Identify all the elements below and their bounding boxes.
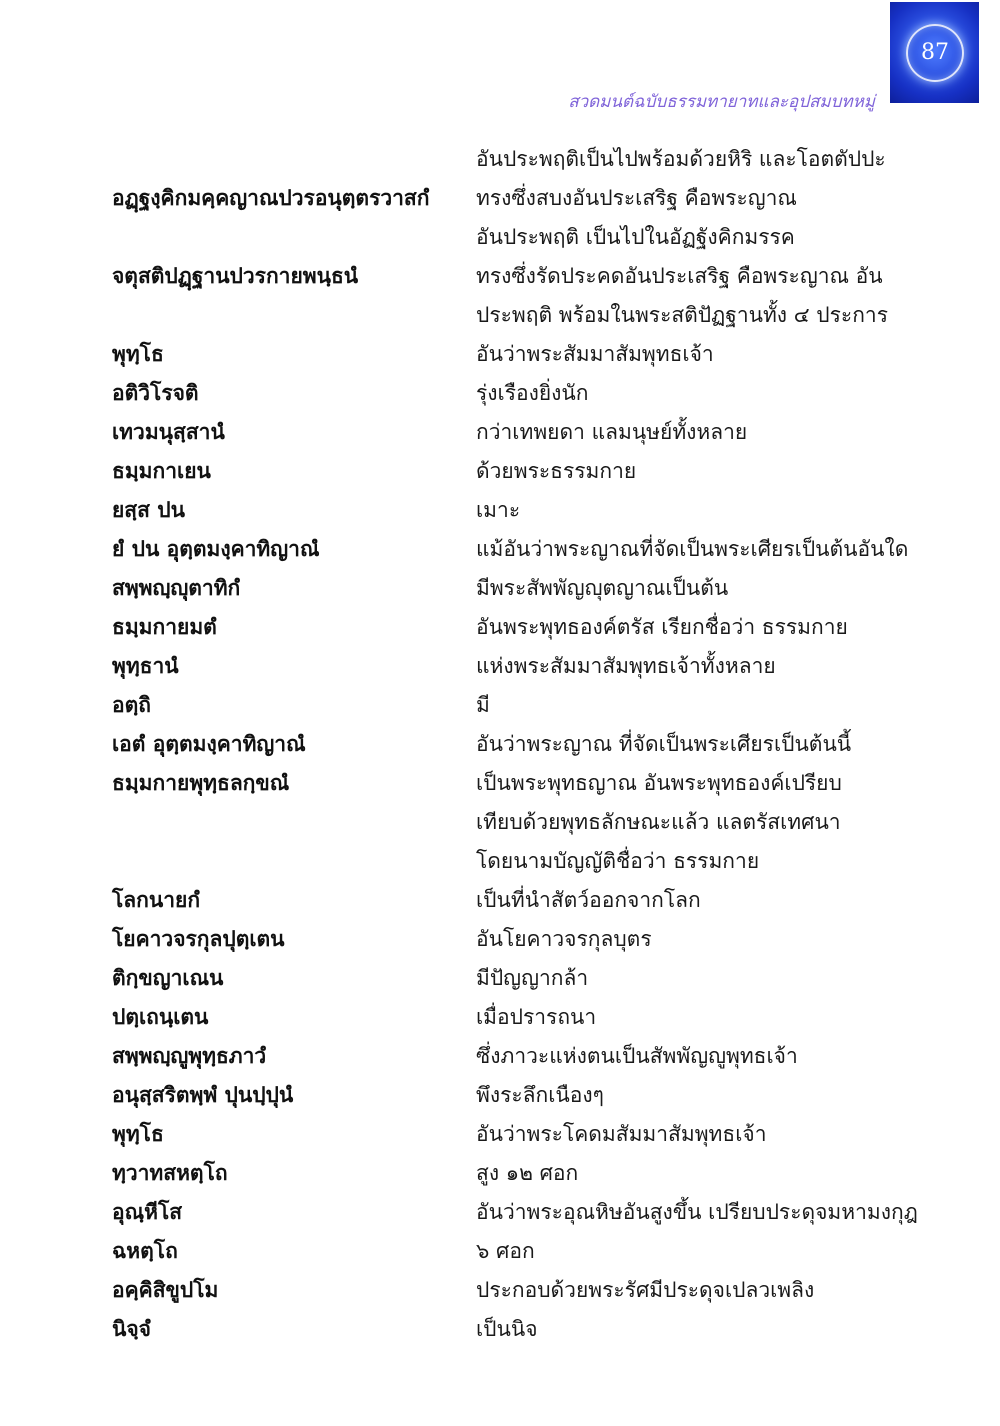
translation-line: พึงระลึกเนืองๆ xyxy=(476,1083,604,1107)
thai-translation xyxy=(476,686,912,725)
translation-line: โดยนามบัญญัติชื่อว่า ธรรมกาย xyxy=(476,849,760,873)
pali-term: สพฺพญฺญุตาทิกํ xyxy=(112,576,241,600)
glossary-entry xyxy=(112,1115,912,1154)
pali-term: จตุสติปฏฺฐานปวรกายพนฺธนํ xyxy=(112,264,359,288)
thai-translation xyxy=(476,569,912,608)
pali-term: อุณฺหีโส xyxy=(112,1200,183,1224)
glossary-entry xyxy=(112,608,912,647)
thai-translation xyxy=(476,140,912,179)
thai-translation xyxy=(476,1310,912,1349)
translation-line: รุ่งเรืองยิ่งนัก xyxy=(476,381,589,405)
glossary-entry xyxy=(112,1193,918,1232)
pali-term: โลกนายกํ xyxy=(112,888,201,912)
running-header: สวดมนต์ฉบับธรรมทายาทและอุปสมบทหมู่ xyxy=(568,92,875,112)
glossary-entry xyxy=(112,1076,912,1115)
thai-translation xyxy=(476,920,912,959)
thai-translation xyxy=(476,998,912,1037)
thai-translation xyxy=(476,179,912,257)
translation-line: อันว่าพระสัมมาสัมพุทธเจ้า xyxy=(476,342,714,366)
translation-line: เมื่อปรารถนา xyxy=(476,1005,597,1029)
pali-term: ธมฺมกาเยน xyxy=(112,459,211,483)
glossary-entry xyxy=(112,686,912,725)
translation-line: อันว่าพระอุณหิษอันสูงขึ้น เปรียบประดุจมหามงกุฎ xyxy=(476,1200,918,1224)
thai-translation xyxy=(476,1076,912,1115)
glossary-entry xyxy=(112,140,912,179)
pali-term: ปตฺเถนฺเตน xyxy=(112,1005,209,1029)
pali-term: พุทฺโธ xyxy=(112,342,164,366)
glossary-entry xyxy=(112,998,912,1037)
pali-term: สพฺพญฺญูพุทฺธภาวํ xyxy=(112,1044,267,1068)
translation-line: เป็นนิจ xyxy=(476,1317,538,1341)
translation-line: ประกอบด้วยพระรัศมีประดุจเปลวเพลิง xyxy=(476,1278,815,1302)
translation-line: แห่งพระสัมมาสัมพุทธเจ้าทั้งหลาย xyxy=(476,654,776,678)
translation-line: เป็นพระพุทธญาณ อันพระพุทธองค์เปรียบ xyxy=(476,771,842,795)
translation-line: สูง ๑๒ ศอก xyxy=(476,1161,579,1185)
translation-line: ประพฤติ พร้อมในพระสติปัฏฐานทั้ง ๔ ประการ xyxy=(476,303,888,327)
thai-translation xyxy=(476,725,912,764)
thai-translation xyxy=(476,335,912,374)
thai-translation xyxy=(476,881,912,920)
pali-term: เอตํ อุตฺตมงฺคาทิญาณํ xyxy=(112,732,306,756)
glossary-entry xyxy=(112,881,912,920)
translation-line: ด้วยพระธรรมกาย xyxy=(476,459,637,483)
glossary-entry xyxy=(112,1310,912,1349)
thai-translation xyxy=(476,608,912,647)
glossary-entry xyxy=(112,959,912,998)
glossary-entry xyxy=(112,725,912,764)
glossary-entry xyxy=(112,647,912,686)
pali-term: ฉหตฺโถ xyxy=(112,1239,178,1263)
thai-translation xyxy=(476,647,912,686)
thai-translation xyxy=(476,1271,912,1310)
translation-line: อันพระพุทธองค์ตรัส เรียกชื่อว่า ธรรมกาย xyxy=(476,615,848,639)
translation-line: เทียบด้วยพุทธลักษณะแล้ว แลตรัสเทศนา xyxy=(476,810,841,834)
glossary-entry xyxy=(112,413,912,452)
pali-term: ธมฺมกายพุทฺธลกฺขณํ xyxy=(112,771,290,795)
glossary-list xyxy=(112,140,918,1349)
thai-translation xyxy=(476,1154,912,1193)
translation-line: อันประพฤติเป็นไปพร้อมด้วยหิริ และโอตตัปปะ xyxy=(476,147,886,171)
translation-line: ซึ่งภาวะแห่งตนเป็นสัพพัญญูพุทธเจ้า xyxy=(476,1044,798,1068)
pali-term: โยคาวจรกุลปุตฺเตน xyxy=(112,927,285,951)
thai-translation xyxy=(476,1037,912,1076)
translation-line: ๖ ศอก xyxy=(476,1239,535,1263)
thai-translation xyxy=(476,413,912,452)
glossary-entry xyxy=(112,1154,912,1193)
glossary-entry xyxy=(112,452,912,491)
pali-term: ธมฺมกายมตํ xyxy=(112,615,217,639)
translation-line: ทรงซึ่งสบงอันประเสริฐ คือพระญาณ xyxy=(476,186,797,210)
glossary-entry xyxy=(112,1037,912,1076)
glossary-entry xyxy=(112,257,912,335)
thai-translation xyxy=(476,257,912,335)
translation-line: เป็นที่นำสัตว์ออกจากโลก xyxy=(476,888,701,912)
pali-term: อคฺคิสิขูปโม xyxy=(112,1278,219,1302)
pali-term: ทฺวาทสหตฺโถ xyxy=(112,1161,228,1185)
glossary-entry xyxy=(112,491,912,530)
thai-translation xyxy=(476,491,912,530)
glossary-entry xyxy=(112,1271,912,1310)
translation-line: กว่าเทพยดา แลมนุษย์ทั้งหลาย xyxy=(476,420,748,444)
thai-translation xyxy=(476,1232,912,1271)
translation-line: อันว่าพระโคดมสัมมาสัมพุทธเจ้า xyxy=(476,1122,767,1146)
pali-term: อฏฺฐงฺคิกมคฺคญาณปวรอนุตฺตรวาสกํ xyxy=(112,186,430,210)
pali-term: เทวมนุสฺสานํ xyxy=(112,420,225,444)
translation-line: อันว่าพระญาณ ที่จัดเป็นพระเศียรเป็นต้นนี้ xyxy=(476,732,852,756)
thai-translation xyxy=(476,452,912,491)
thai-translation xyxy=(476,959,912,998)
glossary-entry xyxy=(112,374,912,413)
thai-translation xyxy=(476,764,912,881)
pali-term: ยํ ปน อุตฺตมงฺคาทิญาณํ xyxy=(112,537,320,561)
pali-term: พุทฺโธ xyxy=(112,1122,164,1146)
page-number-badge xyxy=(890,2,979,103)
translation-line: มี xyxy=(476,693,490,717)
glossary-entry xyxy=(112,920,912,959)
glossary-entry xyxy=(112,179,912,257)
pali-term: พุทฺธานํ xyxy=(112,654,179,678)
translation-line: มีปัญญากล้า xyxy=(476,966,589,990)
translation-line: อันประพฤติ เป็นไปในอัฏฐังคิกมรรค xyxy=(476,225,795,249)
thai-translation xyxy=(476,530,912,569)
glossary-entry xyxy=(112,335,912,374)
translation-line: ทรงซึ่งรัดประคดอันประเสริฐ คือพระญาณ อัน xyxy=(476,264,883,288)
page-number: 87 xyxy=(921,40,949,65)
translation-line: แม้อันว่าพระญาณที่จัดเป็นพระเศียรเป็นต้นอันใด xyxy=(476,537,909,561)
glossary-entry xyxy=(112,569,912,608)
glossary-entry xyxy=(112,1232,912,1271)
translation-line: เมาะ xyxy=(476,498,521,522)
thai-translation xyxy=(476,1193,918,1232)
pali-term: ยสฺส ปน xyxy=(112,498,185,522)
pali-term: อตฺถิ xyxy=(112,693,151,717)
pali-term: นิจฺจํ xyxy=(112,1317,151,1341)
translation-line: อันโยคาวจรกุลบุตร xyxy=(476,927,652,951)
glossary-entry xyxy=(112,764,912,881)
thai-translation xyxy=(476,1115,912,1154)
pali-term: อนุสฺสริตพฺพํ ปุนปฺปุนํ xyxy=(112,1083,294,1107)
pali-term: อติวิโรจติ xyxy=(112,381,199,405)
thai-translation xyxy=(476,374,912,413)
glossary-entry xyxy=(112,530,912,569)
translation-line: มีพระสัพพัญญุตญาณเป็นต้น xyxy=(476,576,729,600)
pali-term: ติกฺขญาเณน xyxy=(112,966,224,990)
